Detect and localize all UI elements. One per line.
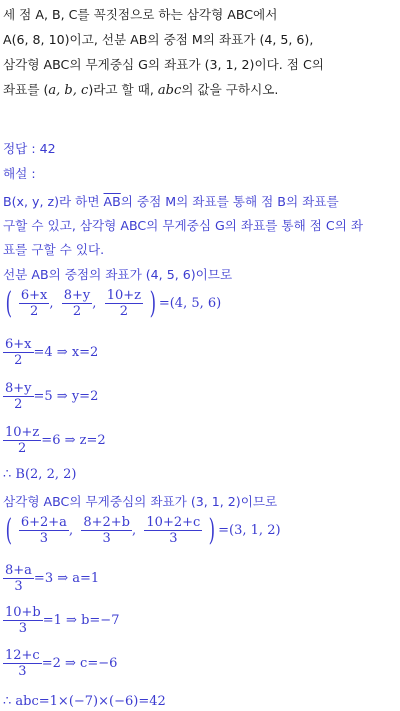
right-paren: )	[209, 512, 216, 548]
problem-line-4-abc: abc	[157, 83, 182, 98]
exp-p1-a: B(x, y, z)라 하면	[3, 194, 104, 209]
equation-z	[3, 425, 399, 456]
equation-x	[3, 337, 399, 368]
fraction: $\frac{10+z}{2}$	[5, 425, 40, 456]
equation-c	[3, 648, 399, 679]
fraction: $\frac{8+2+b}{3}$	[83, 515, 130, 546]
fraction: $\frac{12+c}{3}$	[5, 648, 40, 679]
explanation-centroid-intro: 삼각형 ABC의 무게중심의 좌표가 (3, 1, 2)이므로	[3, 494, 278, 509]
left-paren: (	[5, 285, 13, 321]
exp-p1-line2: 구할 수 있고, 삼각형 ABC의 무게중심 G의 좌표를 통해 점 C의 좌	[3, 218, 364, 233]
problem-line-3: 삼각형 ABC의 무게중심 G의 좌표가 (3, 1, 2)이다. 점 C의	[3, 57, 324, 72]
centroid-equation: ( $\frac{6+2+a}{3}$ , $\frac{8+2+b}{3}$ , $\frac{10+2+c}{3}$ ) =(3, 1, 2)	[5, 512, 281, 548]
fraction: $\frac{6+2+a}{3}$	[20, 515, 67, 546]
problem-line-4-c: 의 값을 구하시오.	[181, 82, 279, 97]
explanation-midpoint-intro: 선분 AB의 중점의 좌표가 (4, 5, 6)이므로	[3, 267, 233, 282]
equation-c-rest: =2 ⇒ c=−6	[41, 656, 118, 671]
equation-a-rest: =3 ⇒ a=1	[33, 571, 100, 586]
equation-b-rest: =1 ⇒ b=−7	[42, 613, 120, 628]
problem-line-1: 세 점 A, B, C를 꼭짓점으로 하는 삼각형 ABC에서	[3, 7, 278, 22]
fraction: $\frac{6+x}{2}$	[5, 337, 32, 368]
exp-p1-line3: 표를 구할 수 있다.	[3, 242, 105, 257]
explanation-paragraph-1	[3, 190, 399, 262]
midpoint-equation: ( $\frac{6+x}{2}$ , $\frac{8+y}{2}$ , $\frac{10+z}{2}$ ) =(4, 5, 6)	[5, 285, 222, 321]
fraction: $\frac{8+a}{3}$	[5, 563, 32, 594]
centroid-rhs: =(3, 1, 2)	[218, 523, 281, 538]
exp-p1-b: 의 중점 M의 좌표를 통해 점 B의 좌표를	[120, 194, 339, 209]
problem-line-4	[3, 77, 399, 103]
equation-z-rest: =6 ⇒ z=2	[41, 433, 106, 448]
right-paren: )	[149, 285, 157, 321]
equation-a	[3, 563, 399, 594]
fraction: $\frac{8+y}{2}$	[63, 288, 91, 319]
fraction: $\frac{10+b}{3}$	[5, 605, 41, 636]
fraction: $\frac{8+y}{2}$	[5, 381, 32, 412]
segment-ab: $\overline{AB}$	[103, 194, 121, 209]
problem-line-4-b: )라고 할 때,	[88, 82, 158, 97]
answer-label: 정답 : 42	[3, 141, 56, 156]
explanation-title: 해설 :	[3, 166, 36, 181]
fraction: $\frac{10+2+c}{3}$	[146, 515, 201, 546]
final-result: ∴ abc=1×(−7)×(−6)=42	[3, 694, 166, 709]
left-paren: (	[5, 512, 13, 548]
equation-y	[3, 381, 399, 412]
point-b-result: ∴ B(2, 2, 2)	[3, 467, 77, 482]
problem-statement	[3, 2, 399, 103]
fraction: $\frac{6+x}{2}$	[20, 288, 48, 319]
problem-line-2: A(6, 8, 10)이고, 선분 AB의 중점 M의 좌표가 (4, 5, 6),	[3, 32, 314, 47]
equation-b	[3, 605, 399, 636]
equation-x-rest: =4 ⇒ x=2	[33, 345, 99, 360]
problem-line-4-vars: a, b, c	[48, 83, 89, 98]
problem-line-4-a: 좌표를 (	[3, 82, 49, 97]
fraction: $\frac{10+z}{2}$	[106, 288, 141, 319]
midpoint-rhs: =(4, 5, 6)	[158, 296, 222, 311]
equation-y-rest: =5 ⇒ y=2	[33, 389, 99, 404]
